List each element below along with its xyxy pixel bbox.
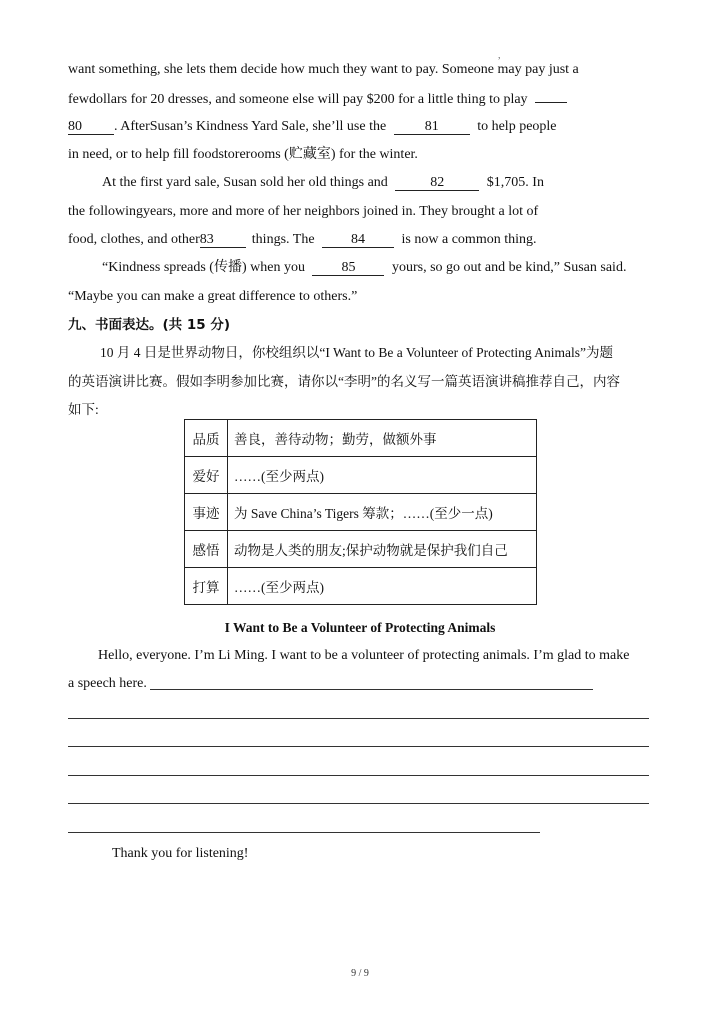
passage-line [102, 259, 626, 277]
table-value: 为 Save China’s Tigers 筹款；……(至少一点) [228, 494, 537, 531]
table-row [185, 568, 537, 605]
essay-opening-text: a speech here. [68, 676, 147, 691]
writing-line[interactable] [68, 718, 649, 719]
passage-text: “Kindness spreads (传播) when you [102, 260, 305, 275]
passage-text: “Maybe you can make a great difference to others.” [68, 289, 358, 304]
table-key: 品质 [185, 420, 228, 457]
essay-title: I Want to Be a Volunteer of Protecting Animals [224, 620, 496, 635]
instruction-line: 10 月 4 日是世界动物日，你校组织以“I Want to Be a Volunteer of Protecting Animals”为题 [100, 345, 613, 360]
passage-text: in need, or to help fill foodstorerooms (贮藏室) for the winter. [68, 147, 418, 162]
table-row [185, 420, 537, 457]
table-key: 打算 [185, 568, 228, 605]
blank-number: 80 [68, 119, 82, 134]
passage-text: At the first yard sale, Susan sold her old things and [102, 175, 388, 190]
blank-number: 81 [424, 119, 439, 134]
page-number: 9 / 9 [351, 968, 369, 979]
passage-line [68, 61, 579, 79]
answer-blank-80[interactable] [68, 119, 114, 135]
answer-blank-83[interactable] [200, 232, 246, 248]
answer-blank[interactable] [535, 89, 567, 103]
table-key: 爱好 [185, 457, 228, 494]
table-row [185, 494, 537, 531]
answer-blank-81[interactable] [394, 119, 470, 135]
stray-mark: , [498, 50, 501, 61]
passage-text: fewdollars for 20 dresses, and someone else will pay $200 for a little thing to play [68, 92, 528, 107]
writing-line[interactable] [150, 689, 593, 690]
essay-opening-line [68, 675, 147, 693]
passage-text: the followingyears, more and more of her neighbors joined in. They brought a lot of [68, 204, 539, 219]
writing-line[interactable] [68, 803, 649, 804]
table-key: 事迹 [185, 494, 228, 531]
passage-text: $1,705. In [486, 175, 544, 190]
passage-text: . AfterSusan’s Kindness Yard Sale, she’ll use the [114, 119, 387, 134]
blank-number: 85 [341, 260, 356, 275]
passage-line [68, 89, 567, 109]
table-value: ……(至少两点) [228, 457, 537, 494]
writing-line[interactable] [68, 775, 649, 776]
answer-blank-85[interactable] [312, 260, 384, 276]
passage-text: things. The [251, 232, 315, 247]
table-value: ……(至少两点) [228, 568, 537, 605]
table-row [185, 457, 537, 494]
prompt-table [184, 419, 537, 605]
table-key: 感悟 [185, 531, 228, 568]
passage-line [68, 203, 538, 221]
passage-line [68, 288, 357, 306]
writing-line[interactable] [68, 746, 649, 747]
passage-text: want something, she lets them decide how much they want to pay. Someone may pay just a [68, 62, 579, 77]
passage-line [68, 146, 418, 164]
essay-closing: Thank you for listening! [112, 846, 249, 861]
blank-number: 82 [430, 175, 445, 190]
passage-line [68, 231, 536, 249]
answer-blank-84[interactable] [322, 232, 394, 248]
passage-line [68, 118, 557, 136]
writing-line[interactable] [68, 832, 540, 833]
blank-number: 84 [351, 232, 366, 247]
instruction-line: 如下: [68, 402, 99, 417]
instruction-line: 的英语演讲比赛。假如李明参加比赛，请你以“李明”的名义写一篇英语演讲稿推荐自己，内容 [68, 374, 620, 389]
blank-number: 83 [199, 232, 214, 247]
answer-blank-82[interactable] [395, 175, 479, 191]
table-value: 动物是人类的朋友;保护动物就是保护我们自己 [228, 531, 537, 568]
passage-text: yours, so go out and be kind,” Susan said. [391, 260, 627, 275]
passage-text: is now a common thing. [401, 232, 537, 247]
passage-line [102, 174, 544, 192]
section-heading: 九、书面表达。(共 15 分) [68, 317, 231, 333]
table-value: 善良，善待动物；勤劳，做额外事 [228, 420, 537, 457]
essay-opening-line: Hello, everyone. I’m Li Ming. I want to be a volunteer of protecting animals. I’m glad to make [98, 648, 630, 663]
table-row [185, 531, 537, 568]
passage-text: to help people [477, 119, 557, 134]
passage-text: food, clothes, and other [68, 232, 200, 247]
